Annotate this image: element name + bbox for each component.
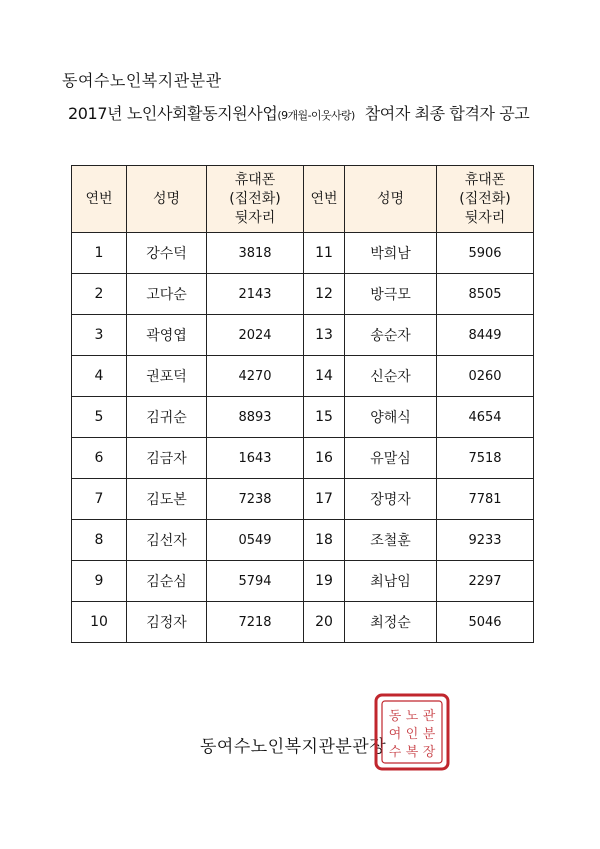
table-row [72, 520, 534, 561]
official-seal-icon [373, 692, 451, 772]
serial-cell: 18 [304, 520, 345, 561]
svg-text:장: 장 [422, 745, 436, 760]
svg-text:분: 분 [422, 727, 436, 742]
title-main: 2017년 노인사회활동지원사업 [68, 104, 278, 123]
phone-cell: 0260 [437, 356, 534, 397]
table-row [72, 356, 534, 397]
name-cell: 최정순 [345, 602, 437, 643]
serial-cell: 7 [72, 479, 127, 520]
serial-cell: 16 [304, 438, 345, 479]
name-cell: 박희남 [345, 233, 437, 274]
name-cell: 최남임 [345, 561, 437, 602]
serial-cell: 8 [72, 520, 127, 561]
serial-cell: 12 [304, 274, 345, 315]
name-cell: 송순자 [345, 315, 437, 356]
name-cell: 조철훈 [345, 520, 437, 561]
name-cell: 김순심 [127, 561, 207, 602]
serial-cell: 11 [304, 233, 345, 274]
phone-cell: 5046 [437, 602, 534, 643]
name-cell: 김도본 [127, 479, 207, 520]
table-row [72, 479, 534, 520]
table-row [72, 233, 534, 274]
serial-cell: 15 [304, 397, 345, 438]
phone-cell: 7781 [437, 479, 534, 520]
phone-cell: 2024 [207, 315, 304, 356]
phone-cell: 8505 [437, 274, 534, 315]
header-serial-1: 연번 [72, 166, 127, 233]
phone-cell: 2143 [207, 274, 304, 315]
svg-text:관: 관 [422, 709, 436, 724]
serial-cell: 3 [72, 315, 127, 356]
phone-cell: 2297 [437, 561, 534, 602]
header-name-1: 성명 [127, 166, 207, 233]
serial-cell: 10 [72, 602, 127, 643]
organization-name: 동여수노인복지관분관 [62, 71, 222, 90]
phone-cell: 8449 [437, 315, 534, 356]
svg-text:수: 수 [388, 745, 402, 760]
serial-cell: 9 [72, 561, 127, 602]
phone-cell: 4654 [437, 397, 534, 438]
table-row [72, 315, 534, 356]
phone-cell: 7218 [207, 602, 304, 643]
name-cell: 유말심 [345, 438, 437, 479]
name-cell: 김금자 [127, 438, 207, 479]
svg-text:여: 여 [388, 727, 402, 742]
table-row [72, 602, 534, 643]
svg-text:노: 노 [405, 709, 419, 724]
svg-text:복: 복 [405, 745, 419, 760]
phone-cell: 9233 [437, 520, 534, 561]
name-cell: 장명자 [345, 479, 437, 520]
name-cell: 신순자 [345, 356, 437, 397]
serial-cell: 20 [304, 602, 345, 643]
name-cell: 김귀순 [127, 397, 207, 438]
phone-cell: 0549 [207, 520, 304, 561]
table-row [72, 561, 534, 602]
phone-cell: 1643 [207, 438, 304, 479]
table-header-row [72, 166, 534, 233]
header-phone-1: 휴대폰 (집전화) 뒷자리 [207, 166, 304, 233]
header-name-2: 성명 [345, 166, 437, 233]
participant-table [71, 165, 534, 643]
serial-cell: 17 [304, 479, 345, 520]
phone-cell: 7518 [437, 438, 534, 479]
title-subtitle: (9개월-이웃사랑) [277, 109, 355, 122]
phone-cell: 5906 [437, 233, 534, 274]
svg-text:인: 인 [405, 727, 419, 742]
phone-cell: 4270 [207, 356, 304, 397]
name-cell: 곽영엽 [127, 315, 207, 356]
serial-cell: 6 [72, 438, 127, 479]
table-row [72, 438, 534, 479]
serial-cell: 19 [304, 561, 345, 602]
table-row [72, 397, 534, 438]
phone-cell: 7238 [207, 479, 304, 520]
name-cell: 김정자 [127, 602, 207, 643]
name-cell: 김선자 [127, 520, 207, 561]
serial-cell: 2 [72, 274, 127, 315]
name-cell: 강수덕 [127, 233, 207, 274]
serial-cell: 4 [72, 356, 127, 397]
table-row [72, 274, 534, 315]
svg-text:동: 동 [388, 709, 402, 724]
header-serial-2: 연번 [304, 166, 345, 233]
name-cell: 방극모 [345, 274, 437, 315]
name-cell: 양해식 [345, 397, 437, 438]
name-cell: 권포덕 [127, 356, 207, 397]
phone-cell: 3818 [207, 233, 304, 274]
serial-cell: 5 [72, 397, 127, 438]
name-cell: 고다순 [127, 274, 207, 315]
serial-cell: 1 [72, 233, 127, 274]
header-phone-2: 휴대폰 (집전화) 뒷자리 [437, 166, 534, 233]
phone-cell: 5794 [207, 561, 304, 602]
title-tail: 참여자 최종 합격자 공고 [364, 104, 530, 123]
serial-cell: 14 [304, 356, 345, 397]
phone-cell: 8893 [207, 397, 304, 438]
signer-name: 동여수노인복지관분관장 [200, 737, 387, 757]
serial-cell: 13 [304, 315, 345, 356]
page-title [68, 101, 558, 124]
